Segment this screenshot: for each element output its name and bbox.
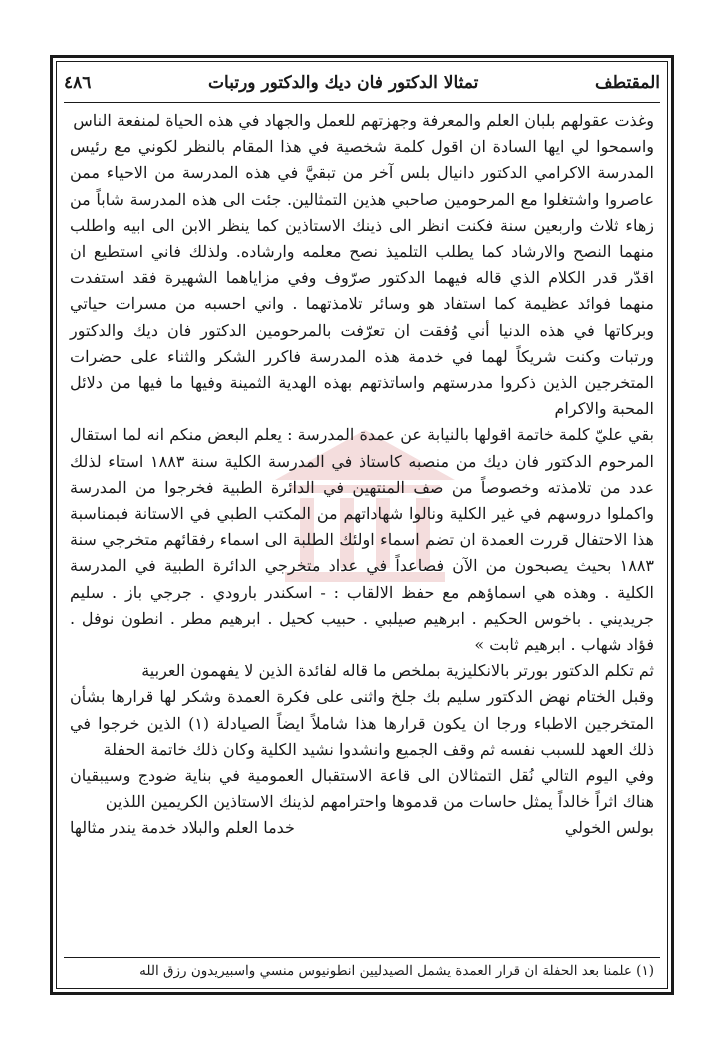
paragraph: وقبل الختام نهض الدكتور سليم بك جلخ واثنى على فكرة العمدة وشكر لها قرارها بشأن المتخرجين الاطباء ورجا ان يكون قرارها هذا شاملاً ايضاً الصيادلة (١) الذين خرجوا في ذلك العهد للسبب نفسه ثم وقف الجميع وانشدوا نشيد الكلية وكان ذلك خاتمة الحفلة (70, 687, 654, 759)
paragraph: واسمحوا لي ايها السادة ان اقول كلمة شخصية في هذا المقام بالنظر لكوني مع رئيس المدرسة الاكرامي الدكتور دانيال بلس آخر من تبقيَّ في هذه المدرسة من الاحياء ممن عاصروا واشتغلوا مع المرحومين صاحبي هذين التمثالين. جئت الى هذه المدرسة شاباً من زهاء ثلاث واربعين سنة فكنت انظر الى ذينك الاستاذين كما ينظر الابن الى ابيه واطلب منهما النصح والارشاد كما يطلب التلميذ نصح معلمه وارشاده. ولذلك فاني استطيع ان اقدّر قدر الكلام الذي قاله فيهما الدكتور صرّوف وفي مزاياهما الشهيرة فقد استفدت منهما فوائد عظيمة كما استفاد هو وسائر تلامذتهما . واني احسبه من مسرات حياتي وبركاتها في هذه الدنيا أني وُفقت ان تعرّفت بالمرحومين الدكتور فان ديك والدكتور ورتبات وكنت شريكاً لهما في خدمة هذه المدرسة فاكرر الشكر والثناء على حضرات المتخرجين الذين ذكروا مدرستهم واساتذتهم بهذه الهدية الثمينة وفيها ما فيها من دلائل المحبة والاكرام (70, 137, 654, 419)
paragraph: ثم تكلم الدكتور بورتر بالانكليزية بملخص ما قاله لفائدة الذين لا يفهمون العربية (141, 661, 654, 681)
article-title: تمثالا الدكتور فان ديك والدكتور ورتبات (208, 73, 479, 93)
closing-text: خدما العلم والبلاد خدمة يندر مثالها (70, 818, 295, 838)
page-number: ٤٨٦ (64, 73, 92, 93)
article-body (70, 108, 654, 842)
paragraph: وغذت عقولهم بلبان العلم والمعرفة وجهزتهم للعمل والجهاد في هذه الحياة لمنفعة الناس (73, 111, 654, 130)
author-signature: بولس الخولي (564, 818, 654, 838)
footnote-rule (64, 957, 660, 958)
header-rule (64, 102, 660, 103)
paragraph: بقي عليّ كلمة خاتمة اقولها بالنيابة عن عمدة المدرسة : يعلم البعض منكم انه لما استقال المرحوم الدكتور فان ديك من منصبه كاستاذ في المدرسة الكلية سنة ١٨٨٣ استاء لذلك عدد من تلامذته وخصوصاً من صف المنتهين في الدائرة الطبية فخرجوا من المدرسة واكملوا دروسهم في غير الكلية ونالوا شهاداتهم من المكتب الطبي في الاستانة فبمناسبة هذا الاحتفال قررت العمدة ان تضم اسماء اولئك الطلبة الى اسماء رفقائهم متخرجي سنة ١٨٨٣ بحيث يصبحون من الآن فصاعداً في عداد متخرجي الدائرة الطبية في المدرسة الكلية . وهذه هي اسماؤهم مع حفظ الالقاب : - اسكندر بارودي . جرجي باز . سليم جريديني . باخوس الحكيم . ابرهيم صيلبي . حبيب كحيل . ابرهيم مطر . انطون نوفل . فؤاد شهاب . ابرهيم ثابت » (70, 425, 654, 655)
paragraph: وفي اليوم التالي نُقل التمثالان الى قاعة الاستقبال العمومية في بناية ضودج وسيبقيان هناك اثراً خالداً يمثل حاسات من قدموها واحترامهم لذينك الاستاذين الكريمين اللذين (70, 766, 654, 812)
running-header (64, 68, 660, 98)
journal-name: المقتطف (594, 73, 660, 93)
closing-line (70, 815, 654, 841)
footnote: (١) علمنا بعد الحفلة ان قرار العمدة يشمل الصيدليين انطونيوس منسي واسبيريدون رزق الله (139, 963, 654, 979)
